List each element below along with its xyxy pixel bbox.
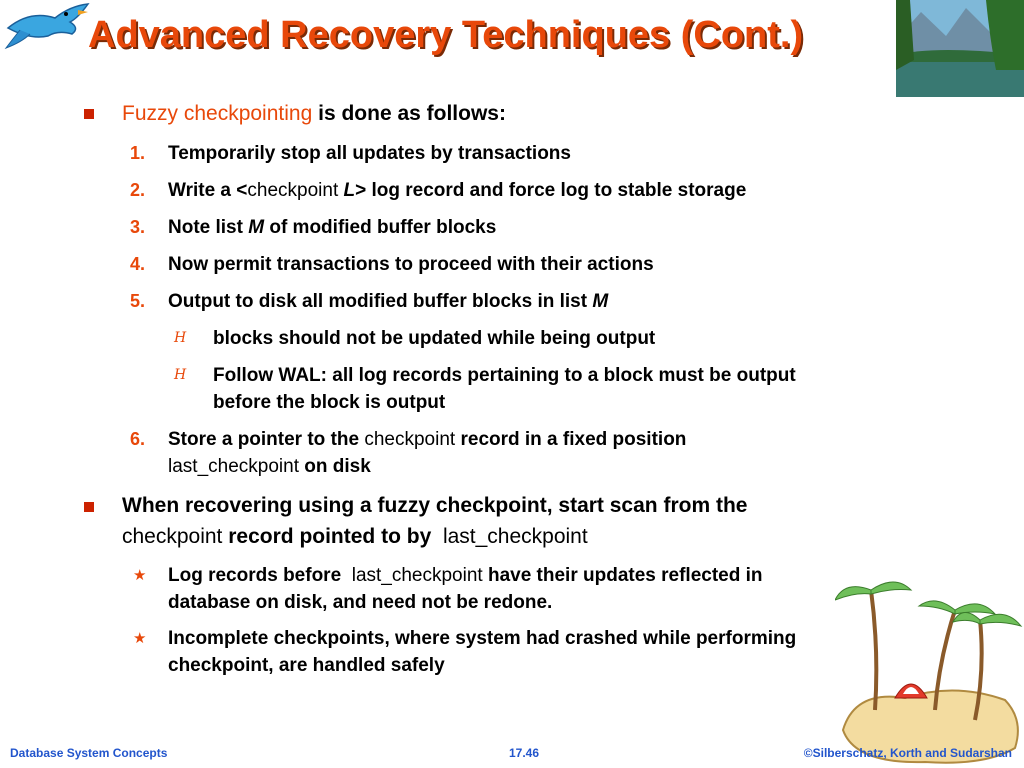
step-5-part: Output to disk all modified buffer blocks in list [168,291,588,312]
sub-bullet-icon: H [174,330,187,346]
slide-title: Advanced Recovery Techniques (Cont.) [88,14,804,56]
step-4-text: Now permit transactions to proceed with their actions [168,254,654,275]
bird-clipart-icon [0,0,90,50]
last-checkpoint-term: last_checkpoint [168,456,299,477]
square-bullet-icon [84,109,94,119]
star-bullet-text [168,565,763,587]
checkpoint-term: checkpoint [364,429,456,450]
footer-course-title: Database System Concepts [10,746,168,760]
step-3-part: of modified buffer blocks [269,217,497,238]
bullet-recovering-cont [122,525,588,549]
footer-page-number: 17.46 [509,746,540,760]
step-number: 5. [130,291,146,311]
star-bullet-icon: ★ [133,567,147,584]
star-part: have their updates reflected in [487,565,763,586]
square-bullet-icon [84,502,94,512]
star-part: Log records before [168,565,342,586]
bullet-fuzzy-checkpointing [122,102,506,126]
step-6-part: Store a pointer to the [168,429,360,450]
checkpoint-term: checkpoint [122,525,223,548]
step-2-part: > log record and force log to stable storage [355,180,747,201]
sub-bullet-text: Follow WAL: all log records pertaining to a block must be output [213,365,796,386]
step-6-text-cont [168,456,371,478]
bullet-text: is done as follows: [318,102,506,125]
step-number: 4. [130,254,146,274]
step-1-text: Temporarily stop all updates by transactions [168,143,571,164]
step-3-var: M [248,217,265,238]
step-number: 2. [130,180,146,200]
step-number: 6. [130,429,146,449]
landscape-photo-icon [896,0,1024,97]
checkpoint-term: checkpoint [247,180,339,201]
bullet-recovering-part: record pointed to by [228,525,432,548]
fuzzy-checkpointing-term: Fuzzy checkpointing [122,102,313,125]
step-2-var: L [343,180,356,201]
last-checkpoint-term: last_checkpoint [351,565,483,586]
step-2-text [168,180,746,202]
star-bullet-icon: ★ [133,630,147,647]
step-number: 3. [130,217,146,237]
step-5-text [168,291,608,313]
step-6-part: record in a fixed position [460,429,687,450]
last-checkpoint-term: last_checkpoint [442,525,588,548]
sub-bullet-icon: H [174,367,187,383]
sub-bullet-text-cont: before the block is output [213,392,446,413]
palm-island-clipart-icon [835,570,1024,768]
step-6-text [168,429,686,451]
sub-bullet-text: blocks should not be updated while being output [213,328,656,349]
star-bullet-text: Incomplete checkpoints, where system had crashed while performing [168,628,797,649]
bullet-recovering: When recovering using a fuzzy checkpoint, start scan from the [122,494,748,517]
step-6-part: on disk [304,456,371,477]
step-number: 1. [130,143,146,163]
step-3-part: Note list [168,217,243,238]
step-3-text [168,217,496,239]
star-bullet-text-cont: checkpoint, are handled safely [168,655,445,676]
step-2-part: Write a < [168,180,248,201]
footer-copyright: ©Silberschatz, Korth and Sudarshan [803,746,1012,760]
star-bullet-text-cont: database on disk, and need not be redone. [168,592,553,613]
step-5-var: M [592,291,609,312]
